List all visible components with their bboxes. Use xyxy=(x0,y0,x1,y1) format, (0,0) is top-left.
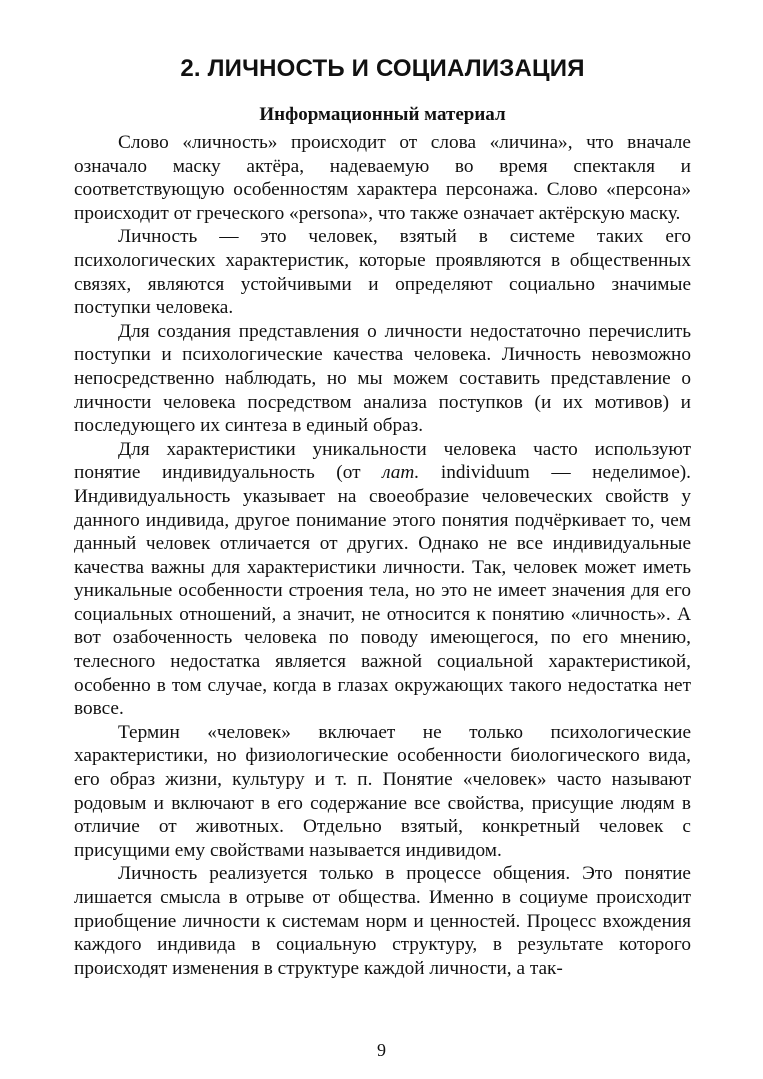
paragraph-4-text-before: Для характеристики уникальности человека часто используют понятие индивидуальность (от xyxy=(74,438,691,484)
paragraph-4 xyxy=(74,438,691,721)
paragraph-5: Термин «человек» включает не только психологические характеристики, но физиологические особенности биологического вида, его образ жизни, культуру и т. п. Понятие «человек» часто называют родовым и включают в его содержание все свойства, присущие людям в отличие от животных. Отдельно взятый, конкретный человек с присущими ему свойствами называется индивидом. xyxy=(74,721,691,861)
paragraph-4-italic-abbrev: лат. xyxy=(382,462,420,484)
paragraph-3: Для создания представления о личности недостаточно перечислить поступки и психологические качества человека. Личность невозможно непосредственно наблюдать, но мы можем составить представление о личности человека посредством анализа поступков (и их мотивов) и последующего их синтеза в единый образ. xyxy=(74,320,691,437)
paragraph-4-text-after: individuum — неделимое). Индивидуальность указывает на своеобразие человеческих свойств у данного индивида, другое понимание этого понятия подчёркивает то, чем данный человек отличается от других. Однако не все индивидуальные качества важны для характеристики личности. Так, человек может иметь уникальные особенности строения тела, но это не имеет значения для его социальных отношений, а значит, не относится к понятию «личность». А вот озабоченность человека по поводу имеющегося, по его мнению, телесного недостатка является важной социальной характеристикой, особенно в том случае, когда в глазах окружающих такого недостатка нет вовсе. xyxy=(74,462,691,720)
paragraph-6: Личность реализуется только в процессе общения. Это понятие лишается смысла в отрыве от общества. Именно в социуме происходит приобщение личности к системам норм и ценностей. Процесс вхождения каждого индивида в социальную структуру, в результате которого происходят изменения в структуре каждой личности, а так- xyxy=(74,863,691,979)
chapter-title: 2. ЛИЧНОСТЬ И СОЦИАЛИЗАЦИЯ xyxy=(180,55,585,82)
section-title: Информационный материал xyxy=(259,104,506,125)
paragraph-2: Личность — это человек, взятый в системе таких его психологических характеристик, которые проявляются в общественных связях, являются устойчивыми и определяют социально значимые поступки человека. xyxy=(74,226,691,319)
page-content xyxy=(74,52,691,980)
paragraph-1: Слово «личность» происходит от слова «личина», что вначале означало маску актёра, надеваемую во время спектакля и соответствующую особенностям характера персонажа. Слово «персона» происходит от греческого «persona», что также означает актёрскую маску. xyxy=(74,132,691,224)
page-number: 9 xyxy=(377,1040,386,1060)
